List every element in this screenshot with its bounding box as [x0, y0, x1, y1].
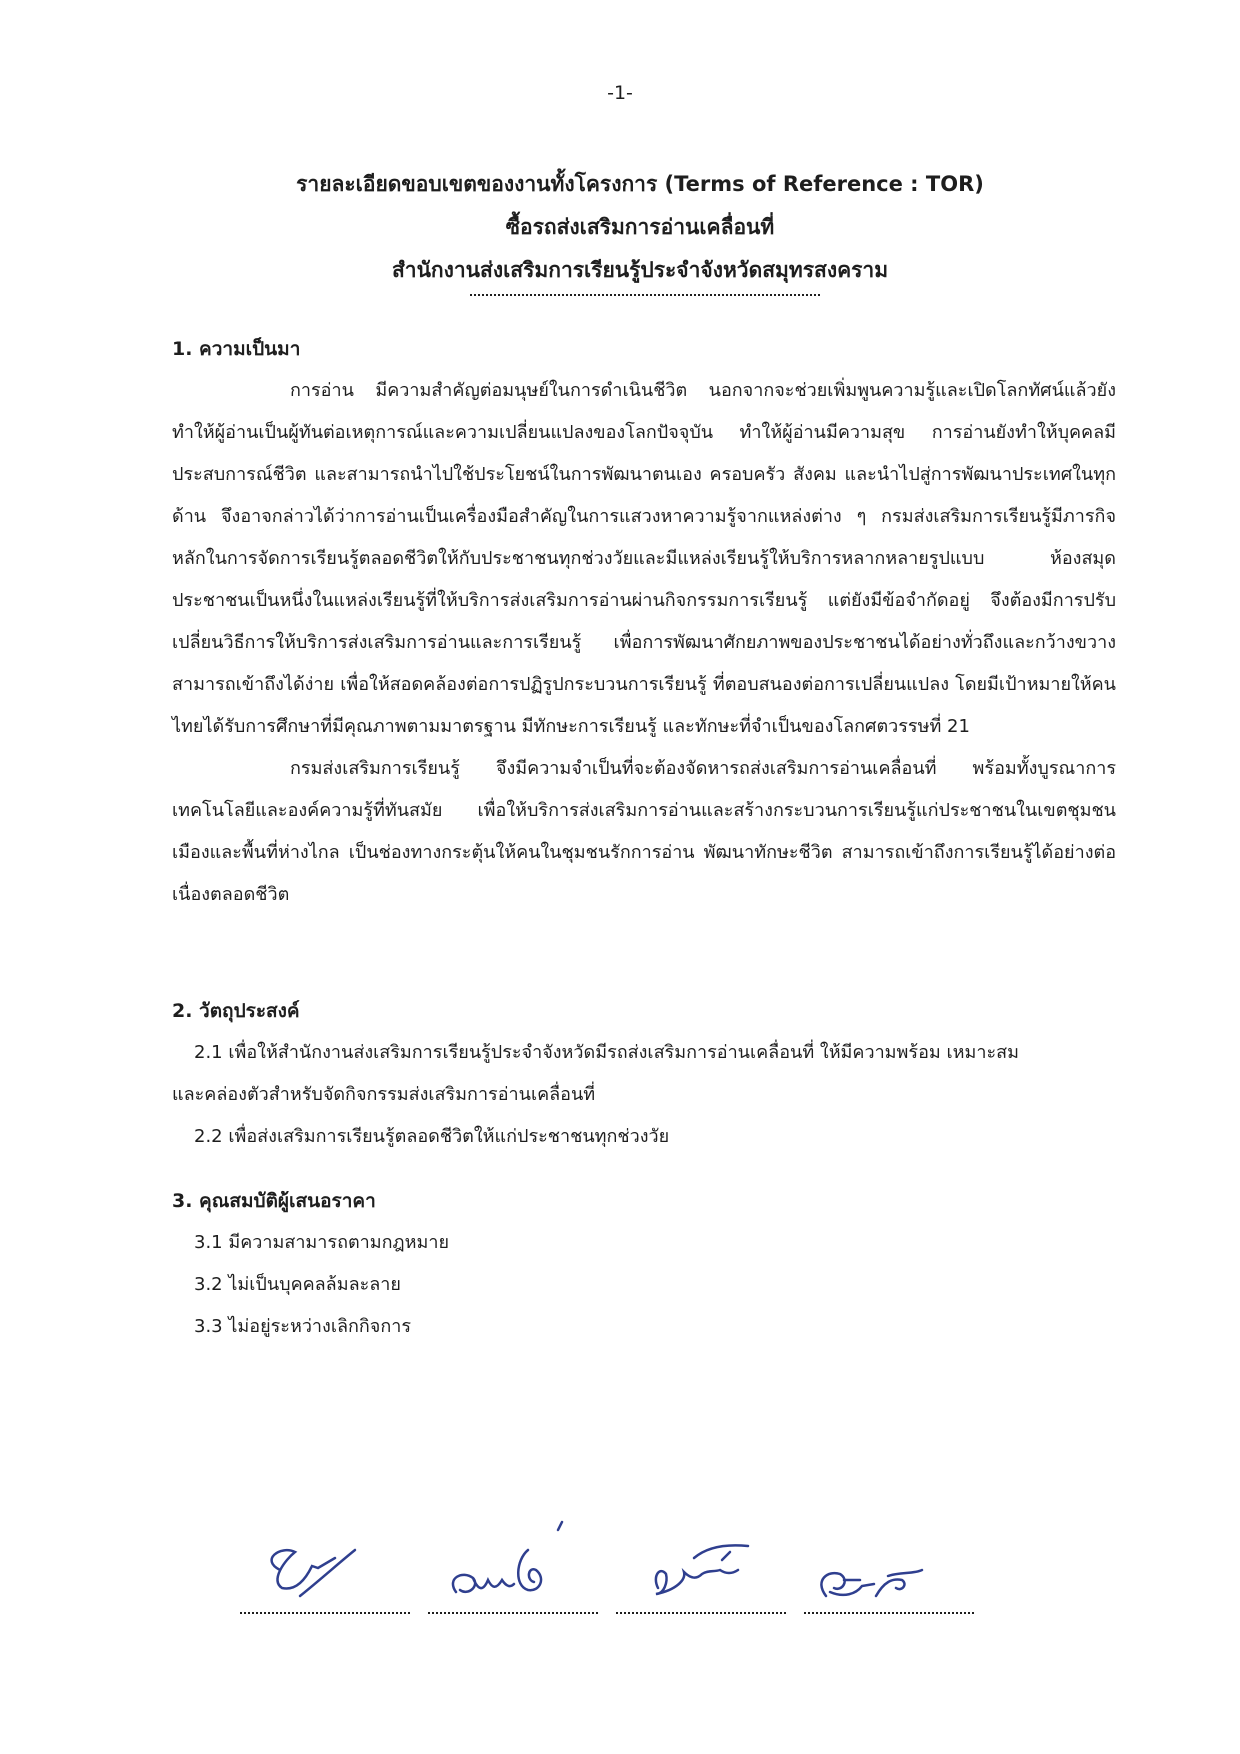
signature-3-line	[616, 1612, 786, 1614]
section-3-item: 3.1 มีความสามารถตามกฎหมาย	[194, 1232, 449, 1253]
signature-4-line	[804, 1612, 974, 1614]
section-qualifications	[172, 1180, 1116, 1348]
page-number: -1-	[607, 82, 633, 104]
section-3-heading: 3. คุณสมบัติผู้เสนอราคา	[172, 1190, 376, 1212]
signature-2-mark	[428, 1500, 608, 1630]
section-background	[172, 328, 1116, 916]
signature-2	[428, 1500, 608, 1630]
title-dotted-separator	[470, 294, 820, 296]
signature-1-line	[240, 1612, 410, 1614]
section-1-heading: 1. ความเป็นมา	[172, 338, 301, 360]
title-line-2: ซื้อรถส่งเสริมการอ่านเคลื่อนที่	[505, 215, 775, 239]
title-line-1: รายละเอียดขอบเขตของงานทั้งโครงการ (Terms of Reference : TOR)	[296, 172, 984, 196]
signature-1-mark	[240, 1500, 420, 1630]
section-objectives	[172, 990, 1116, 1158]
signature-4-mark	[804, 1500, 984, 1630]
signature-1	[240, 1500, 420, 1630]
section-2-item-1-line-2: และคล่องตัวสำหรับจัดกิจกรรมส่งเสริมการอ่านเคลื่อนที่	[172, 1084, 596, 1105]
signature-3	[616, 1500, 796, 1630]
signature-3-mark	[616, 1500, 796, 1630]
section-2-item-1-line-1: 2.1 เพื่อให้สำนักงานส่งเสริมการเรียนรู้ประจำจังหวัดมีรถส่งเสริมการอ่านเคลื่อนที่ ให้มีความพร้อม เหมาะสม	[194, 1042, 1019, 1063]
document-title	[160, 163, 1120, 292]
signature-row	[240, 1500, 1060, 1630]
section-2-heading: 2. วัตถุประสงค์	[172, 1000, 300, 1022]
signature-2-line	[428, 1612, 598, 1614]
section-1-paragraph-1: การอ่าน มีความสำคัญต่อมนุษย์ในการดำเนินชีวิต นอกจากจะช่วยเพิ่มพูนความรู้และเปิดโลกทัศน์แล้วยังทำให้ผู้อ่านเป็นผู้ทันต่อเหตุการณ์และความเปลี่ยนแปลงของโลกปัจจุบัน ทำให้ผู้อ่านมีความสุข การอ่านยังทำให้บุคคลมีประสบการณ์ชีวิต และสามารถนำไปใช้ประโยชน์ในการพัฒนาตนเอง ครอบครัว สังคม และนำไปสู่การพัฒนาประเทศในทุกด้าน จึงอาจกล่าวได้ว่าการอ่านเป็นเครื่องมือสำคัญในการแสวงหาความรู้จากแหล่งต่าง ๆ กรมส่งเสริมการเรียนรู้มีภารกิจหลักในการจัดการเรียนรู้ตลอดชีวิตให้กับประชาชนทุกช่วงวัยและมีแหล่งเรียนรู้ให้บริการหลากหลายรูปแบบ ห้องสมุดประชาชนเป็นหนึ่งในแหล่งเรียนรู้ที่ให้บริการส่งเสริมการอ่านผ่านกิจกรรมการเรียนรู้ แต่ยังมีข้อจำกัดอยู่ จึงต้องมีการปรับเปลี่ยนวิธีการให้บริการส่งเสริมการอ่านและการเรียนรู้ เพื่อการพัฒนาศักยภาพของประชาชนได้อย่างทั่วถึงและกว้างขวาง สามารถเข้าถึงได้ง่าย เพื่อให้สอดคล้องต่อการปฏิรูปกระบวนการเรียนรู้ ที่ตอบสนองต่อการเปลี่ยนแปลง โดยมีเป้าหมายให้คนไทยได้รับการศึกษาที่มีคุณภาพตามมาตรฐาน มีทักษะการเรียนรู้ และทักษะที่จำเป็นของโลกศตวรรษที่ 21	[172, 380, 1116, 737]
section-1-paragraph-2: กรมส่งเสริมการเรียนรู้ จึงมีความจำเป็นที่จะต้องจัดหารถส่งเสริมการอ่านเคลื่อนที่ พร้อมทั้งบูรณาการเทคโนโลยีและองค์ความรู้ที่ทันสมัย เพื่อให้บริการส่งเสริมการอ่านและสร้างกระบวนการเรียนรู้แก่ประชาชนในเขตชุมชนเมืองและพื้นที่ห่างไกล เป็นช่องทางกระตุ้นให้คนในชุมชนรักการอ่าน พัฒนาทักษะชีวิต สามารถเข้าถึงการเรียนรู้ได้อย่างต่อเนื่องตลอดชีวิต	[172, 758, 1116, 905]
section-3-item: 3.2 ไม่เป็นบุคคลล้มละลาย	[194, 1274, 401, 1295]
title-line-3: สำนักงานส่งเสริมการเรียนรู้ประจำจังหวัดสมุทรสงคราม	[391, 258, 889, 282]
section-3-item: 3.3 ไม่อยู่ระหว่างเลิกกิจการ	[194, 1316, 412, 1337]
signature-4	[804, 1500, 984, 1630]
section-2-item-2: 2.2 เพื่อส่งเสริมการเรียนรู้ตลอดชีวิตให้แก่ประชาชนทุกช่วงวัย	[194, 1126, 670, 1147]
